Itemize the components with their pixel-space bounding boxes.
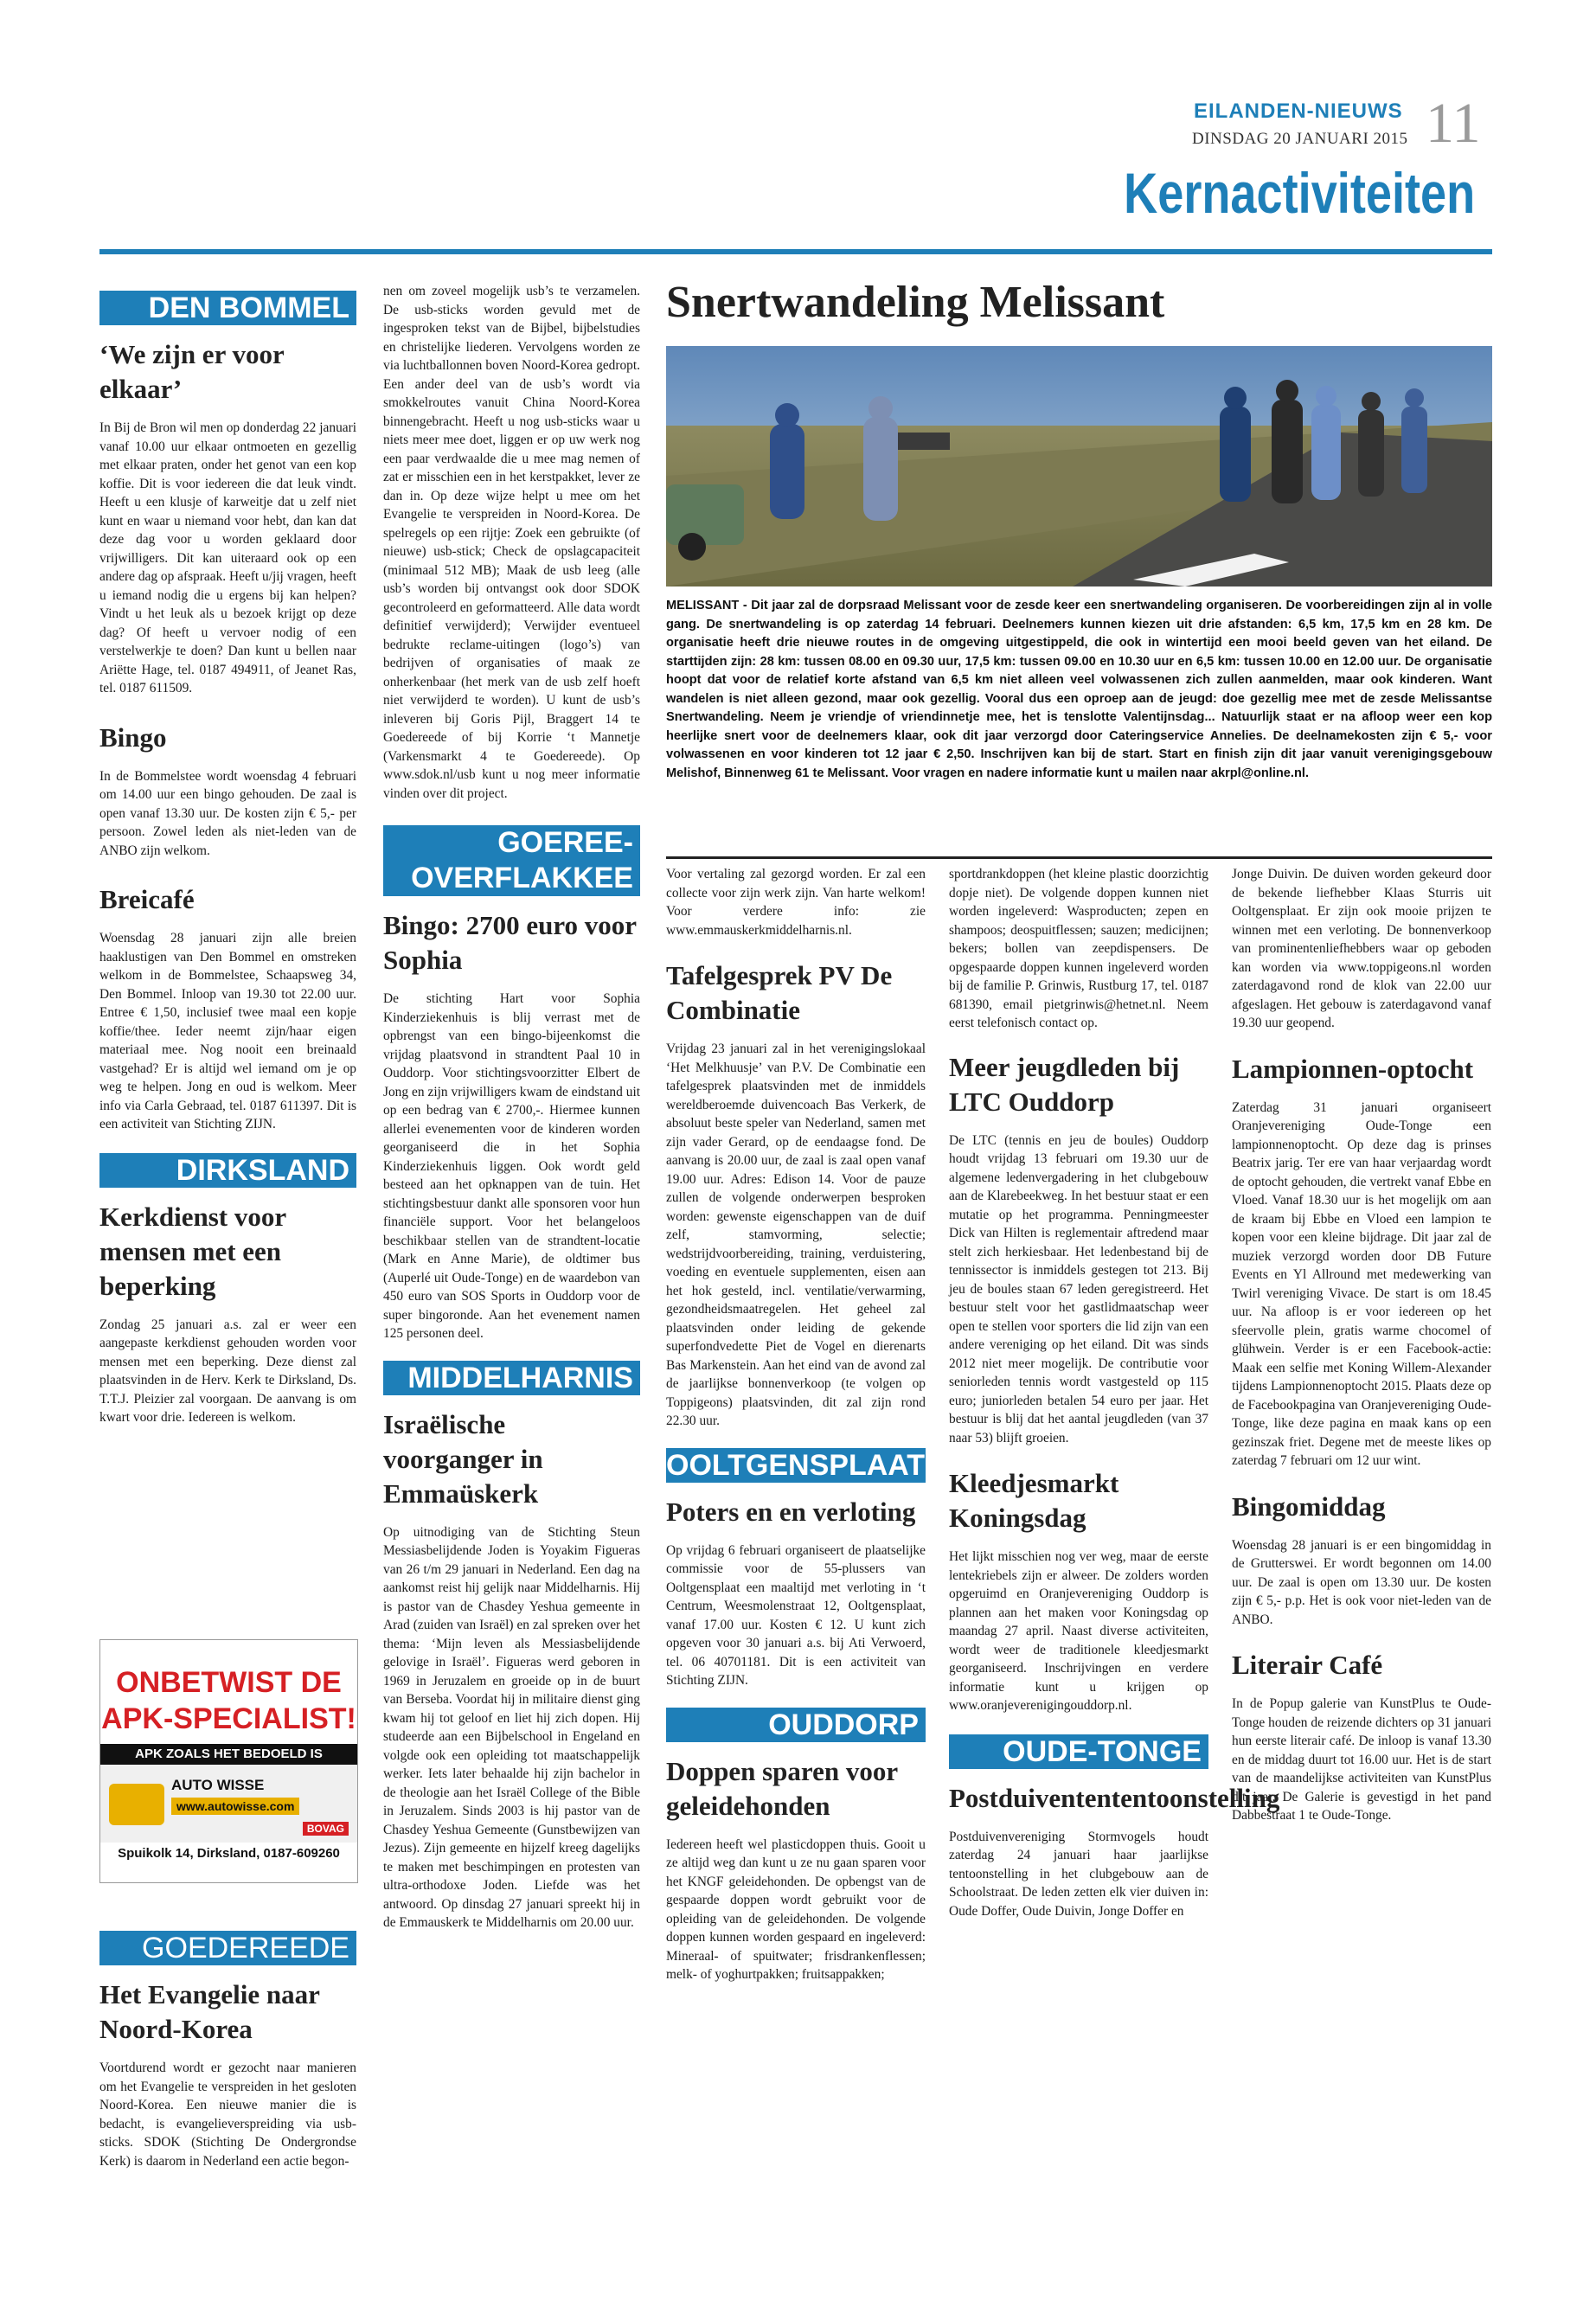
region-band-ouddorp: OUDDORP	[666, 1708, 926, 1742]
region-band-goedereede: GOEDEREEDE	[99, 1931, 356, 1965]
car-icon	[109, 1784, 164, 1825]
column-4	[949, 865, 1280, 1929]
column-3	[666, 865, 926, 1993]
ad-url[interactable]: www.autowisse.com	[171, 1798, 299, 1815]
headline-poters: Poters en en verloting	[666, 1496, 916, 1527]
article-text: De stichting Hart voor Sophia Kinderziekenhuis is blij verrast met de opbrengst van een bingo-bijeenkomst die vrijdag plaatsvond in strandtent Paal 10 in Ouddorp. Voor stichtingsvoorzitter Elbert de Jong en zijn vrijwilligers kwam de eindstand uit op een bedrag van € 2700,-. Hiermee kunnen allerlei evenementen voor de kinderen worden georganiseerd die in het Sophia Kinderziekenhuis liggen. Ook wordt geld besteed aan het opknappen van de tuin. Het stichtingsbestuur dankt alle sponsoren voor hun financiële support. Voor het belangeloos beschikbaar stellen van de strandtent-locatie (Mark en Anne Marie), de oldtimer bus (Auperlé uit Oude-Tonge) en de waardebon van 450 euro van SOS Sports in Ouddorp voor de super bingoronde. Aan het evenement namen 125 personen deel.	[383, 991, 640, 1341]
article-text: Voortdurend wordt er gezocht naar manieren om het Evangelie te verspreiden in het gesloten Noord-Korea. Een nieuwe manier die is bedacht, is evangelieverspreiding via usb-sticks. SDOK (Stichting De Ondergrondse Kerk) is daarom in Nederland een actie begon-	[99, 2061, 356, 2169]
article-text: Op uitnodiging van de Stichting Steun Messiasbelijdende Joden is Yoyakim Figueras van 26 t/m 29 januari in Nederland. Een dag na aankomst reist hij gelijk naar Middelharnis. Hij is pastor van de Chasdey Yeshua gemeente in Arad (zuiden van Israël) en zal spreken over het thema: ‘Mijn leven als Messiasbelijdende gelovige in Israël’. Figueras werd geboren in 1969 in Jeruzalem en groeide op in de buurt van Berseba. Voordat hij in militaire dienst ging kwam hij tot geloof en liet hij zich dopen. Hij studeerde aan een Bijbelschool in Engeland en volgde ook een opleiding tot maatschappelijk werker. Iets later behaalde hij zijn bachelor in de theologie aan het Israël College of the Bible in Jeruzalem. Sinds 2003 is hij pastor van de Chasdey Yeshua Gemeente (Gunstbewijzen van Jezus). Zijn gemeente en hijzelf kreeg dagelijks te maken met beschimpingen en protesten van ultra-orthodoxe Joden. Liefde was het antwoord. Op dinsdag 27 januari spreekt hij in de Emmauskerk te Middelharnis om 20.00 uur.	[383, 1524, 640, 1930]
headline-bingomiddag: Bingomiddag	[1232, 1490, 1386, 1522]
apk-advertisement[interactable]	[99, 1639, 358, 1883]
ad-brand: AUTO WISSE	[171, 1777, 265, 1793]
region-band-line: GOEREE-	[497, 826, 633, 859]
article-text: Zaterdag 31 januari organiseert Oranjevereniging Oude-Tonge een lampionnenoptocht. Op deze dag is prinses Beatrix jarig. Ter ere van haar verjaardag wordt de optocht gehouden, die vertrekt vanaf Ebbe en Vloed. Vanaf 18.30 uur is het mogelijk om aan de kraam bij Ebbe en Vloed een lampion te kopen voor een kleine bijdrage. Dit jaar zal de muziek verzorgd worden door DB Future Events en Yl Allround met medewerking van Twirl vereniging Vivace. De start is om 18.45 uur. Na afloop is er voor iedereen op het sfeervolle plein, gratis warme chocomel of glühwein. Verder is er een Facebook-actie: Maak een selfie met Koning Willem-Alexander tijdens Lampionnenoptocht 2015. Plaats deze op de Facebookpagina van Oranjevereniging Oude-Tonge, like deze pagina en maak kans op een gezinszak friet. Degene met de meeste likes op zaterdag 7 februari om 12 uur wint.	[1232, 1099, 1491, 1468]
article-text: Jonge Duivin. De duiven worden gekeurd door de bekende liefhebber Klaas Sturris uit Ooltgensplaat. Er zijn ook mooie prijzen te winnen met een verloting. De bonnenverkoop van prominentenliefhebbers waar op geboden kan worden via www.toppigeons.nl worden zaterdagavond rond de klok van 22.00 uur afgeslagen. Het gebouw is zaterdagavond vanaf 19.30 uur geopend.	[1232, 867, 1491, 1030]
article-text: Het lijkt misschien nog ver weg, maar de eerste lentekriebels zijn er alweer. De zolders worden opgeruimd en Oranjevereniging Ouddorp is plannen aan het maken voor Koningsdag op maandag 27 april. Naast diverse activiteiten, wordt weer de traditionele kleedjesmarkt georganiseerd. Inschrijvingen en verdere informatie kunt u krijgen op www.oranjeverenigingouddorp.nl.	[949, 1549, 1208, 1713]
article-text: Vrijdag 23 januari zal in het verenigingslokaal ‘Het Melkhuusje’ van P.V. De Combinatie een tafelgesprek plaatsvinden met de inmiddels wereldberoemde duivencoach Bas Verkerk, de absoluut beste speler van Nederland, samen met zijn vader Gerard, op de eendaagse fond. De aanvang is 20.00 uur, de zaal is zaal open vanaf 19.00 uur. Adres: Edison 14. Voor de pauze zullen de volgende onderwerpen besproken worden: gewenste eigenschappen van de duif zelf, stamvorming, selectie; wedstrijdvoorbereiding, training, verduistering, voeding en eventuele supplementen, eisen aan het hok gesteld, incl. ventilatie/verwarming, gezondheidsmaatregelen. Het geheel zal plaatsvinden onder leiding de gekende superfondvedette Piet de Vogel en dierenarts Bas Markenstein. Aan het eind van de avond zal de jaarlijkse bonnenverkoop (te volgen op Toppigeons) plaatsvinden, dit zal zijn rond 22.30 uur.	[666, 1042, 926, 1428]
headline-doppen-sparen: Doppen sparen voor geleidehonden	[666, 1755, 898, 1821]
article-text: In Bij de Bron wil men op donderdag 22 januari vanaf 10.00 uur elkaar ontmoeten en gezellig met elkaar praten, onder het genot van een kop koffie. Dit is voor iedereen die dat leuk vindt. Heeft u een klusje of karweitje dat u zelf niet kunt en waar u niemand voor hebt, dan kan dat deze dag voor u worden geklaard door vrijwilligers. Dit kan uiteraard ook op een andere dag op afspraak. Heeft u/jij vragen, heeft u iemand nodig die u ergens bij kan helpen? Vindt u het leuk als u bezoek krijgt op deze dag? Of heeft u vervoer nodig of een verstelwerkje te doen? Dan kunt u bellen naar Ariëtte Hage, tel. 0187 494911, of Jeanet Ras, tel. 0187 611509.	[99, 420, 356, 695]
headline-evangelie: Het Evangelie naar Noord-Korea	[99, 1979, 320, 2044]
headline-we-zijn-er: ‘We zijn er voor elkaar’	[99, 339, 285, 404]
issue-date: DINSDAG 20 JANUARI 2015	[1192, 130, 1408, 148]
ad-partner: BOVAG	[303, 1822, 349, 1836]
region-band-middelharnis: MIDDELHARNIS	[383, 1361, 640, 1395]
column-1	[99, 282, 356, 1436]
headline-kerkdienst: Kerkdienst voor mensen met een beperking	[99, 1201, 286, 1301]
feature-caption: MELISSANT - Dit jaar zal de dorpsraad Melissant voor de zesde keer een snertwandeling organiseren. De voorbereidingen zijn al in volle gang. De snertwandeling is op zaterdag 14 februari. Deelnemers kunnen kiezen uit drie afstanden: 6,5 km, 17,5 km en 28 km. De organisatie heeft drie nieuwe routes in de omgeving uitgestippeld, die ook in wintertijd een mooi beeld geven van het eiland. De starttijden zijn: 28 km: tussen 08.00 en 09.30 uur, 17,5 km: tussen 09.00 en 10.30 uur en 6,5 km: tussen 10.00 en 12.00 uur. De organisatie hoopt dat voor de relatief korte afstand van 6,5 km niet alleen veel volwassenen zich zullen aanmelden, maar ook kinderen. Want wandelen is niet alleen gezond, maar ook gezellig. Vooral dus een oproep aan de jeugd: doe gezellig mee met de zesde Melissantse Snertwandeling. Neem je vriendje of vriendinnetje mee, het is tenslotte Valentijnsdag... Natuurlijk staat er na afloop weer een kop heerlijke snert voor de deelnemers klaar, ook dit jaar verzorgd door Cateringservice Annelies. De deelnamekosten zijn € 5,- voor volwassenen en voor kinderen tot 12 jaar € 2,50. Inschrijven kan bij de start. Start en finish zijn dit jaar vanuit verenigingsgebouw Melishof, Binnenweg 61 te Melissant. Voor vragen en nadere informatie kunt u mailen naar akrpl@online.nl.	[666, 599, 1492, 780]
article-text: Iedereen heeft wel plasticdoppen thuis. Gooit u ze altijd weg dan kunt u ze nu gaan sparen voor het KNGF geleidehonden. De opbengst van de gespaarde doppen wordt gebruikt voor de opleiding van de geleidehonden. De volgende doppen kunnen worden gespaard en ingeleverd: Mineraal- of spuitwater; frisdrankenflessen; melk- of yoghurtpakken; fruitsappakken;	[666, 1836, 926, 1982]
article-text: Zondag 25 januari a.s. zal er weer een aangepaste kerkdienst gehouden worden voor mensen met een beperking. Deze dienst zal plaatsvinden in de Herv. Kerk te Dirksland, Ds. T.T.J. Pleizier zal voorgaan. De aanvang is om kwart voor drie. Iedereen is welkom.	[99, 1317, 356, 1425]
page-number: 11	[1426, 92, 1481, 155]
column-5	[1232, 865, 1491, 1834]
section-title: Kernactiviteiten	[1123, 161, 1475, 225]
top-rule	[99, 249, 1492, 254]
ad-address: Spuikolk 14, Dirksland, 0187-609260	[118, 1846, 340, 1861]
article-text: sportdrankdoppen (het kleine plastic doorzichtig dopje niet). De volgende doppen kunnen niet worden ingeleverd: Wasproducten; zepen en shampoos; deospuitflessen; sauzen; medicijnen; bekers; bollen van zeepdispensers. De opgespaarde doppen kunnen ingeleverd worden bij de familie P. Grinwis, Rustburg 17, tel. 0187 681390, email pietgrinwis@hetnet.nl. Neem eerst telefonisch contact op.	[949, 867, 1208, 1030]
feature-title: Snertwandeling Melissant	[666, 278, 1165, 327]
article-text: Postduivenvereniging Stormvogels houdt zaterdag 24 januari haar jaarlijkse tentoonstelling in het clubgebouw aan de Schoolstraat. De leden zetten elk vier duiven in: Oude Doffer, Oude Duivin, Jonge Doffer en	[949, 1829, 1208, 1919]
ad-tagline: APK ZOALS HET BEDOELD IS	[100, 1744, 357, 1765]
masthead: EILANDEN-NIEUWS	[1194, 99, 1403, 123]
article-text: Voor vertaling zal gezorgd worden. Er zal een collecte voor zijn werk zijn. Van harte welkom! Voor verdere info: zie www.emmauskerkmiddelharnis.nl.	[666, 867, 926, 938]
ad-logo-strip	[100, 1765, 357, 1843]
article-text: Woensdag 28 januari is er een bingomiddag in de Grutterswei. Er wordt begonnen om 14.00 uur. De zaal is open om 13.30 uur. De kosten zijn € 5,- p.p. Het is ook voor niet-leden van de ANBO.	[1232, 1537, 1491, 1627]
headline-lampionnenoptocht: Lampionnen-optocht	[1232, 1053, 1474, 1084]
column-2	[383, 282, 640, 1941]
headline-israelische-voorganger: Israëlische voorganger in Emmaüskerk	[383, 1408, 543, 1509]
article-text: nen om zoveel mogelijk usb’s te verzamelen. De usb-sticks worden gevuld met de ingesproken tekst van de Bijbel, bijbelstudies en christelijke liederen. Vervolgens worden ze via luchtballonnen boven Noord-Korea gedropt. Een ander deel van de usb’s wordt via smokkelroutes vanuit China Noord-Korea binnengebracht. Heeft u nog usb-sticks waar u niets meer mee doet, liggen er op uw werk nog een paar verdwaalde die u mee mag nemen of zat er misschien een in het kerstpakket, lever ze dan in. Op deze wijze helpt u mee om het Evangelie te verspreiden in Noord-Korea. De spelregels op een rijtje: Zoek een gebruikte (of nieuwe) usb-stick; Check de opslagcapaciteit (minimaal 512 MB); Maak de usb leeg (alle usb’s worden bij ontvangst ook door SDOK gecontroleerd en geformatteerd. Alle data wordt definitief verwijderd); Verwijder eventueel bedrukte reclame-uitingen (logo’s) van bedrijven of organisaties of maak ze onherkenbaar (het merk van de usb zelf hoeft niet verwijderd te worden). U kunt de usb’s inleveren bij Goris Pijl, Braggert 14 te Goedereede of bij Korrie ‘t Mannetje (Varkensmarkt 4 te Goedereede). Op www.sdok.nl/usb kunt u nog meer informatie vinden over dit project.	[383, 284, 640, 801]
headline-postduiven: Postduiventententoonstelling	[949, 1782, 1280, 1813]
feature-rule	[666, 856, 1492, 859]
article-text: In de Bommelstee wordt woensdag 4 februari om 14.00 uur een bingo gehouden. De zaal is open vanaf 13.30 uur. De kosten zijn € 5,- per persoon. Zowel leden als niet-leden van de ANBO zijn welkom.	[99, 768, 356, 858]
region-band-dirksland: DIRKSLAND	[99, 1153, 356, 1188]
article-text: Op vrijdag 6 februari organiseert de plaatselijke commissie voor de 55-plussers van Ooltgensplaat een maaltijd met verloting in ‘t Centrum, Weesmolenstraat 12, Ooltgensplaat, vanaf 17.00 uur. Kosten € 12. U kunt zich opgeven voor 30 januari a.s. bij Ati Verwoerd, tel. 06 40701181. Dit is een activiteit van Stichting ZIJN.	[666, 1542, 926, 1688]
article-text: Woensdag 28 januari zijn alle breien haaklustigen van Den Bommel en omstreken welkom in de Bommelstee, Schaapsweg 34, Den Bommel. Inloop van 19.30 tot 22.00 uur. Entree € 1,50, inclusief twee maal een kopje koffie/thee. Ieder neemt zijn/haar eigen materiaal mee. Nog nooit een breinaald vastgehad? Er is altijd wel iemand om je op weg te helpen. Jong en oud is welkom. Meer info via Carla Gebraad, tel. 0187 611397. Dit is een activiteit van Stichting ZIJN.	[99, 931, 356, 1131]
ad-headline: ONBETWIST DE APK-SPECIALIST!	[101, 1666, 356, 1735]
column-1-lower	[99, 1922, 356, 2179]
headline-bingo: Bingo	[99, 721, 167, 753]
headline-tafelgesprek: Tafelgesprek PV De Combinatie	[666, 960, 893, 1025]
region-band-goeree-overflakkee	[383, 825, 640, 896]
region-band-ooltgensplaat: OOLTGENSPLAAT	[666, 1448, 926, 1482]
headline-ltc-ouddorp: Meer jeugdleden bij LTC Ouddorp	[949, 1051, 1180, 1117]
headline-literair-cafe: Literair Café	[1232, 1650, 1383, 1680]
headline-kleedjesmarkt: Kleedjesmarkt Koningsdag	[949, 1468, 1119, 1533]
region-band-den-bommel: DEN BOMMEL	[99, 291, 356, 325]
article-text: In de Popup galerie van KunstPlus te Oude-Tonge houden de reizende dichters op 31 januari hun eerste literair café. De inloop is vanaf 13.30 en de middag duurt tot 16.00 uur. Het is de start van de maandelijkse activiteiten van KunstPlus dit jaar. De Galerie is gevestigd in het pand Dabbestraat 1 te Oude-Tonge.	[1232, 1696, 1491, 1823]
region-band-oude-tonge: OUDE-TONGE	[949, 1734, 1208, 1769]
region-band-line: OVERFLAKKEE	[411, 862, 633, 894]
walkers-photo-graphic	[666, 346, 1492, 586]
headline-breicafe: Breicafé	[99, 884, 195, 914]
article-text: De LTC (tennis en jeu de boules) Ouddorp houdt vrijdag 13 februari om 19.30 uur de algemene ledenvergadering in het clubgebouw aan de Klarebeekweg. In het bestuur staat er een mutatie op het programma. Penningmeester Dick van Hilten is reglementair aftredend maar stelt zich herkiesbaar. Het ledenbestand bij de tennissector is inmiddels gestegen tot 213. Bij jeu de boules staan 67 leden geregistreerd. Het bestuur stelt voor het gastlidmaatschap weer open te stellen voor sporters die lid zijn van een andere vereniging op het eiland. Dit was sinds 2012 niet meer mogelijk. De contributie voor seniorleden tennis wordt vastgesteld op 115 euro; juniorleden betalen 54 euro per jaar. Het bestuur is blij dat het aantal jeugdleden (van 37 naar 53) blijft groeien.	[949, 1132, 1208, 1445]
walkers-photo	[666, 346, 1492, 586]
headline-bingo-sophia: Bingo: 2700 euro voor Sophia	[383, 910, 637, 975]
